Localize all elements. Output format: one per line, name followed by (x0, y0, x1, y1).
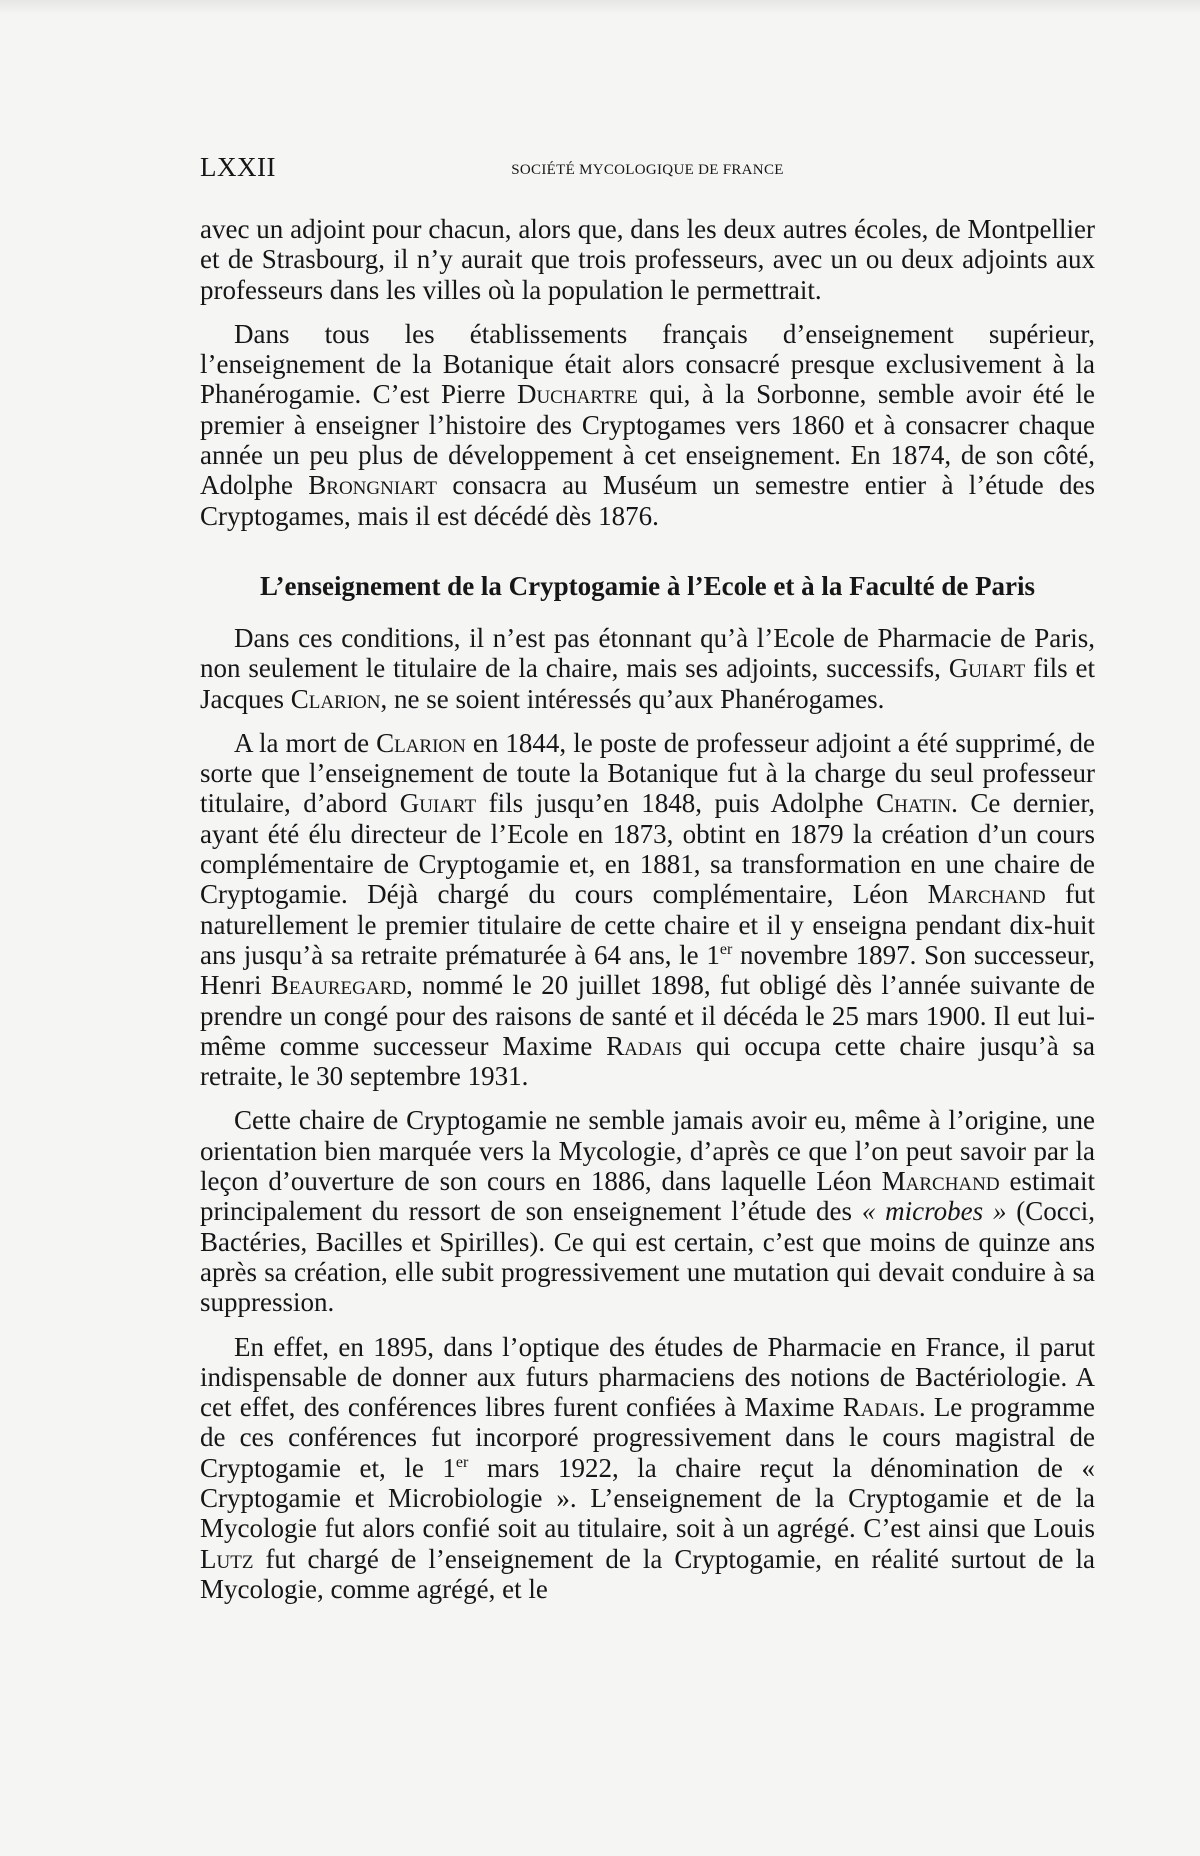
ordinal-suffix: er (455, 1453, 469, 1471)
text-run: qui, à la Sorbonne, semble avoir été le premier à enseigner l’histoire des Cryptogames vers 1860 et à consacrer chaque année un peu plus de développement à cet enseignement. En 1874, de son côté, Adolphe (200, 379, 1096, 501)
paragraph (200, 623, 1095, 714)
person-name: Guiart (948, 653, 1026, 684)
person-name: Chatin (876, 788, 952, 819)
page-number: LXXII (200, 152, 276, 182)
person-name: Duchartre (516, 379, 638, 410)
person-name: Radais (842, 1392, 919, 1423)
body-text (200, 214, 1095, 1604)
text-run: A la mort de (234, 727, 377, 758)
paragraph-group-intro (200, 214, 1095, 531)
text-run: En effet, en 1895, dans l’optique des études de Pharmacie en France, il parut indispensable de donner aux futurs pharmaciens des notions de Bactériologie. A cet effet, des conférences libres furent confiées à Maxime (200, 1331, 1095, 1423)
text-run: . Ce dernier, ayant été élu directeur de l’Ecole en 1873, obtint en 1879 la création d’un cours complémentaire de Cryptogamie et, en 1881, sa transformation en une chaire de Cryptogamie. Déjà chargé du cours complémentaire, Léon (200, 788, 1095, 910)
page-edge-shade (0, 0, 1200, 14)
text-run: fils jusqu’en 1848, puis Adolphe (476, 788, 877, 819)
document-page (200, 152, 1095, 1618)
text-run: . Le programme de ces conférences fut incorporé progressivement dans le cours magistral de Cryptogamie et, le 1 (200, 1392, 1095, 1483)
text-run: fut chargé de l’enseignement de la Cryptogamie, en réalité surtout de la Mycologie, comme agrégé, et le (200, 1543, 1095, 1604)
text-run: Dans ces conditions, il n’est pas étonnant qu’à l’Ecole de Pharmacie de Paris, non seulement le titulaire de la chaire, mais ses adjoints, successifs, (200, 622, 1095, 684)
person-name: Marchand (927, 879, 1046, 910)
text-run: « microbes » (861, 1196, 1007, 1227)
text-run: (Cocci, Bactéries, Bacilles et Spirilles). Ce qui est certain, c’est que moins de quinze ans après sa création, elle subit progressivement une mutation qui devait conduire à sa suppression. (200, 1196, 1096, 1318)
person-name: Radais (606, 1030, 683, 1061)
text-run: Cette chaire de Cryptogamie ne semble jamais avoir eu, même à l’origine, une orientation bien marquée vers la Mycologie, d’après ce que l’on peut savoir par la leçon d’ouverture de son cours en 1886, dans laquelle Léon (200, 1105, 1095, 1197)
person-name: Brongniart (308, 470, 438, 501)
paragraph (200, 319, 1095, 531)
text-run: Dans tous les établissements français d’enseignement supérieur, l’enseignement de la Botanique était alors consacré presque exclusivement à la Phanérogamie. C’est Pierre (200, 318, 1095, 410)
text-run: , ne se soient intéressés qu’aux Phanérogames. (380, 683, 885, 714)
person-name: Beauregard (270, 970, 406, 1001)
section-heading: L’enseignement de la Cryptogamie à l’Ecole et à la Faculté de Paris (259, 570, 1036, 601)
text-run: consacra au Muséum un semestre entier à l’étude des Cryptogames, mais il est décédé dès 1876. (200, 470, 1095, 531)
paragraph (200, 214, 1095, 305)
text-run: fut naturellement le premier titulaire de cette chaire et il y enseigna pendant dix-huit ans jusqu’à sa retraite prématurée à 64 ans, le 1 (200, 879, 1095, 970)
person-name: Marchand (881, 1166, 1000, 1197)
person-name: Clarion (290, 683, 381, 714)
text-run: avec un adjoint pour chacun, alors que, dans les deux autres écoles, de Montpellier et de Strasbourg, il n’y aurait que trois professeurs, avec un ou deux adjoints aux professeurs dans les villes où la population le permettrait. (200, 214, 1095, 305)
text-run: qui occupa cette chaire jusqu’à sa retraite, le 30 septembre 1931. (200, 1030, 1095, 1092)
journal-title: SOCIÉTÉ MYCOLOGIQUE DE FRANCE (511, 162, 784, 178)
text-run: en 1844, le poste de professeur adjoint a été supprimé, de sorte que l’enseignement de toute la Botanique fut à la charge du seul professeur titulaire, d’abord (200, 727, 1095, 819)
paragraph-group-section (200, 623, 1095, 1604)
person-name: Lutz (200, 1543, 254, 1574)
running-head (200, 152, 1095, 192)
paragraph (200, 728, 1095, 1092)
paragraph (200, 1105, 1095, 1317)
text-run: , nommé le 20 juillet 1898, fut obligé dès l’année suivante de prendre un congé pour des raisons de santé et il décéda le 25 mars 1900. Il eut lui-même comme successeur Maxime (200, 970, 1095, 1061)
text-run: fils et Jacques (200, 653, 1095, 714)
person-name: Clarion (376, 727, 466, 758)
text-run: estimait principalement du ressort de son enseignement l’étude des (200, 1166, 1096, 1227)
text-run: novembre 1897. Son successeur, Henri (200, 939, 1095, 1001)
ordinal-suffix: er (719, 940, 733, 958)
text-run: mars 1922, la chaire reçut la dénomination de « Cryptogamie et Microbiologie ». L’enseignement de la Cryptogamie et de la Mycologie fut alors confié soit au titulaire, soit à un agrégé. C’est ainsi que Louis (200, 1452, 1095, 1544)
person-name: Guiart (399, 788, 477, 819)
paragraph (200, 1332, 1095, 1605)
